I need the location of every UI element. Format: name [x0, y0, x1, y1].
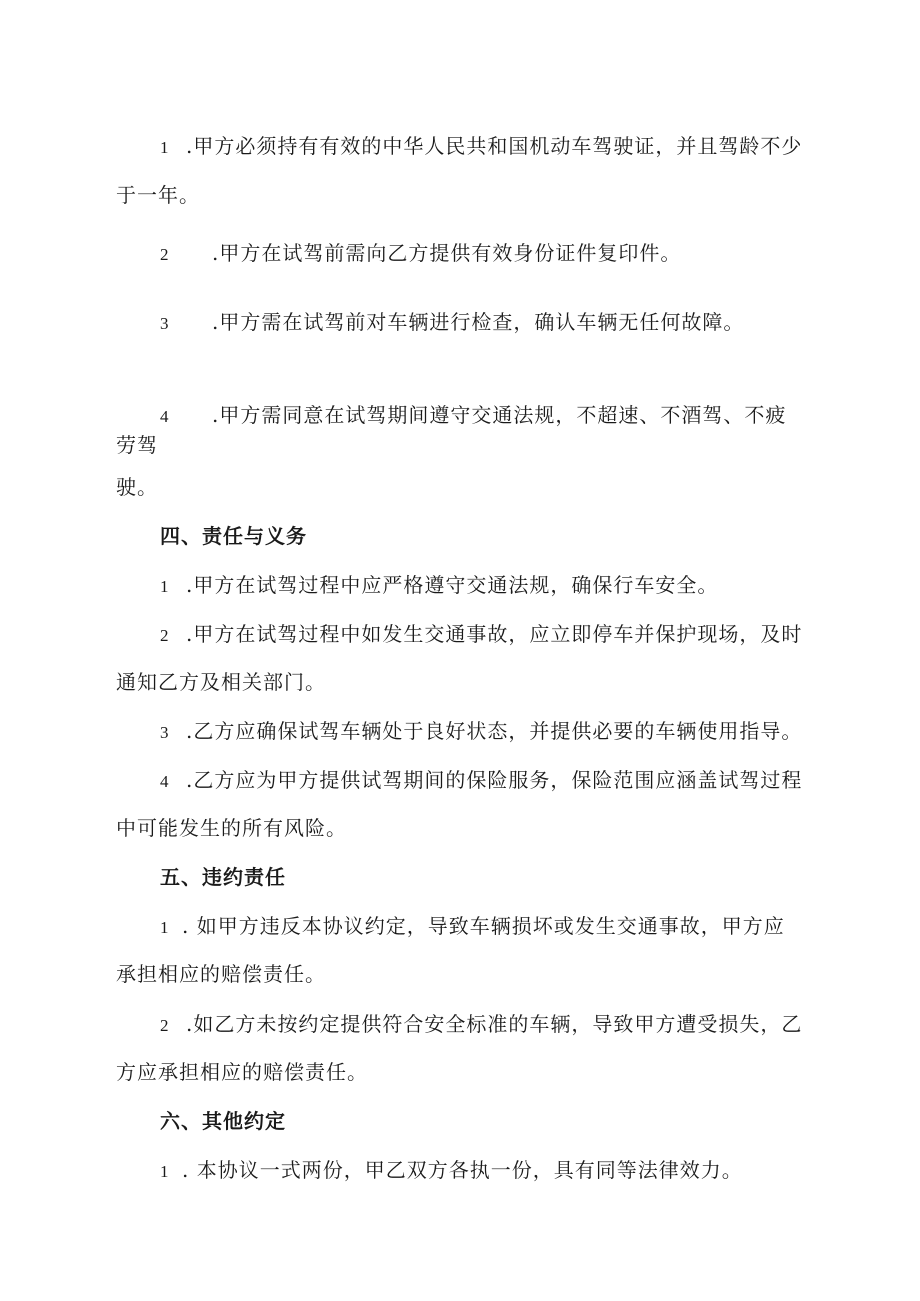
section-5-item-1-line-1 [160, 912, 785, 942]
item-1-line-1 [160, 132, 802, 162]
section-4-item-1 [160, 571, 718, 601]
item-text: . 本协议一式两份，甲乙双方各执一份，具有同等法律效力。 [182, 1158, 743, 1182]
item-text: .甲方在试驾过程中应严格遵守交通法规，确保行车安全。 [186, 573, 719, 597]
section-4-item-3 [160, 717, 802, 747]
item-number: 4 [160, 407, 170, 426]
item-4-line-1 [160, 401, 786, 431]
item-number: 3 [160, 314, 170, 333]
section-4-heading: 四、责任与义务 [160, 524, 307, 548]
item-number: 1 [160, 1162, 170, 1181]
section-5-item-2-line-2: 方应承担相应的赔偿责任。 [116, 1060, 368, 1084]
item-2 [160, 239, 681, 269]
section-4-item-2-line-1 [160, 620, 802, 650]
item-number: 2 [160, 1016, 170, 1035]
item-number: 4 [160, 772, 170, 791]
item-text: .甲方必须持有有效的中华人民共和国机动车驾驶证，并且驾龄不少 [186, 134, 803, 158]
item-number: 1 [160, 577, 170, 596]
section-5-heading: 五、违约责任 [160, 865, 286, 889]
section-6-item-1 [160, 1156, 743, 1186]
section-5-item-1-line-2: 承担相应的赔偿责任。 [116, 962, 326, 986]
item-number: 1 [160, 138, 170, 157]
item-1-line-2: 于一年。 [116, 183, 200, 207]
section-4-item-4-line-1 [160, 766, 802, 796]
item-number: 3 [160, 723, 170, 742]
item-text: .如乙方未按约定提供符合安全标准的车辆，导致甲方遭受损失，乙 [186, 1012, 803, 1036]
item-number: 1 [160, 918, 170, 937]
item-text: .甲方在试驾过程中如发生交通事故，应立即停车并保护现场，及时 [186, 622, 803, 646]
item-text: .乙方应确保试驾车辆处于良好状态，并提供必要的车辆使用指导。 [186, 719, 803, 743]
item-number: 2 [160, 626, 170, 645]
section-6-heading: 六、其他约定 [160, 1109, 286, 1133]
section-5-item-2-line-1 [160, 1010, 802, 1040]
item-number: 2 [160, 245, 170, 264]
section-4-item-2-line-2: 通知乙方及相关部门。 [116, 670, 326, 694]
item-text: .乙方应为甲方提供试驾期间的保险服务，保险范围应涵盖试驾过程 [186, 768, 803, 792]
item-3 [160, 308, 744, 338]
item-text: .甲方需同意在试驾期间遵守交通法规，不超速、不酒驾、不疲 [212, 403, 787, 427]
item-4-line-2: 劳驾 [116, 433, 158, 457]
item-text: .甲方在试驾前需向乙方提供有效身份证件复印件。 [212, 241, 682, 265]
item-text: .甲方需在试驾前对车辆进行检查，确认车辆无任何故障。 [212, 310, 745, 334]
section-4-item-4-line-2: 中可能发生的所有风险。 [116, 816, 347, 840]
item-4-line-3: 驶。 [116, 475, 158, 499]
item-text: . 如甲方违反本协议约定，导致车辆损坏或发生交通事故，甲方应 [182, 914, 785, 938]
